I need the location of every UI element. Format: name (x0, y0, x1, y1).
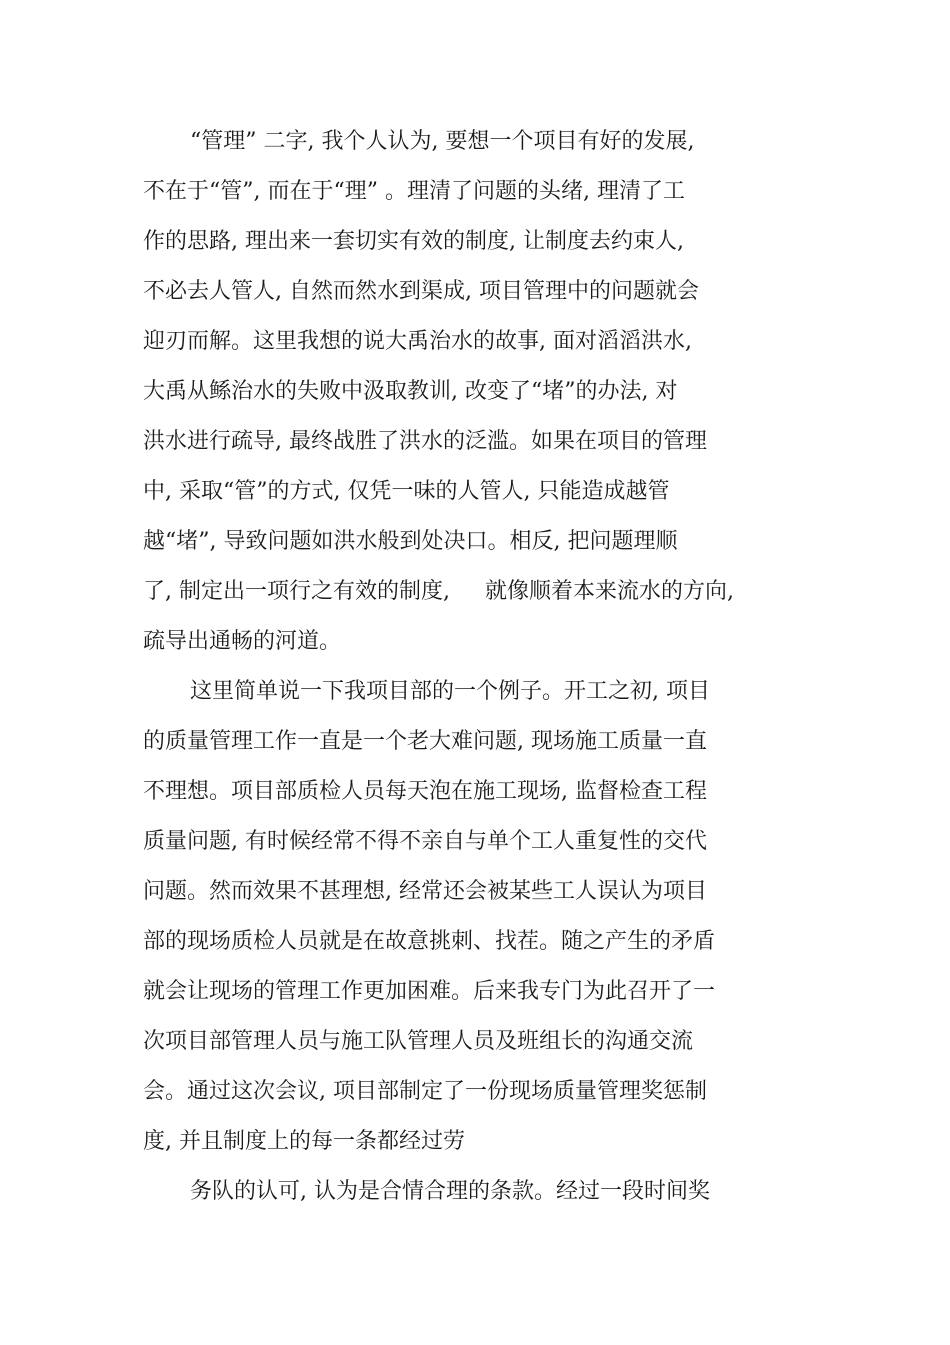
text-line: 不必去人管人, 自然而然水到渠成, 项目管理中的问题就会 (143, 279, 699, 304)
text-line: 度, 并且制度上的每一条都经过劳 (143, 1129, 465, 1154)
text-line: 不在于“管”, 而在于“理” 。理清了问题的头绪, 理清了工 (143, 179, 685, 204)
text-line: 次项目部管理人员与施工队管理人员及班组长的沟通交流 (143, 1029, 694, 1054)
text-line: 疏导出通畅的河道。 (143, 629, 342, 654)
text-line: 作的思路, 理出来一套切实有效的制度, 让制度去约束人, (143, 229, 684, 254)
text-line: 质量问题, 有时候经常不得不亲自与单个工人重复性的交代 (143, 829, 707, 854)
text-line: 洪水进行疏导, 最终战胜了洪水的泛滥。如果在项目的管理 (143, 429, 707, 454)
text-line: 这里简单说一下我项目部的一个例子。开工之初, 项目 (190, 679, 710, 704)
text-line: 了, 制定出一项行之有效的制度, 就像顺着本来流水的方向, (143, 579, 734, 604)
text-line: 务队的认可, 认为是合情合理的条款。经过一段时间奖 (190, 1179, 710, 1204)
text-line: 大禹从鲧治水的失败中汲取教训, 改变了“堵”的办法, 对 (143, 379, 678, 404)
text-line: 不理想。项目部质检人员每天泡在施工现场, 监督检查工程 (143, 779, 707, 804)
text-line: 会。通过这次会议, 项目部制定了一份现场质量管理奖惩制 (143, 1079, 707, 1104)
text-line: 迎刃而解。这里我想的说大禹治水的故事, 面对滔滔洪水, (143, 329, 692, 354)
text-line: 的质量管理工作一直是一个老大难问题, 现场施工质量一直 (143, 729, 707, 754)
text-line: 问题。然而效果不甚理想, 经常还会被某些工人误认为项目 (143, 879, 707, 904)
text-line: 部的现场质检人员就是在故意挑刺、找茬。随之产生的矛盾 (143, 929, 716, 954)
text-line: 越“堵”, 导致问题如洪水般到处决口。相反, 把问题理顺 (143, 529, 678, 554)
text-line: “管理” 二字, 我个人认为, 要想一个项目有好的发展, (190, 129, 695, 154)
text-line: 就会让现场的管理工作更加困难。后来我专门为此召开了一 (143, 979, 716, 1004)
text-line: 中, 采取“管”的方式, 仅凭一味的人管人, 只能造成越管 (143, 479, 670, 504)
